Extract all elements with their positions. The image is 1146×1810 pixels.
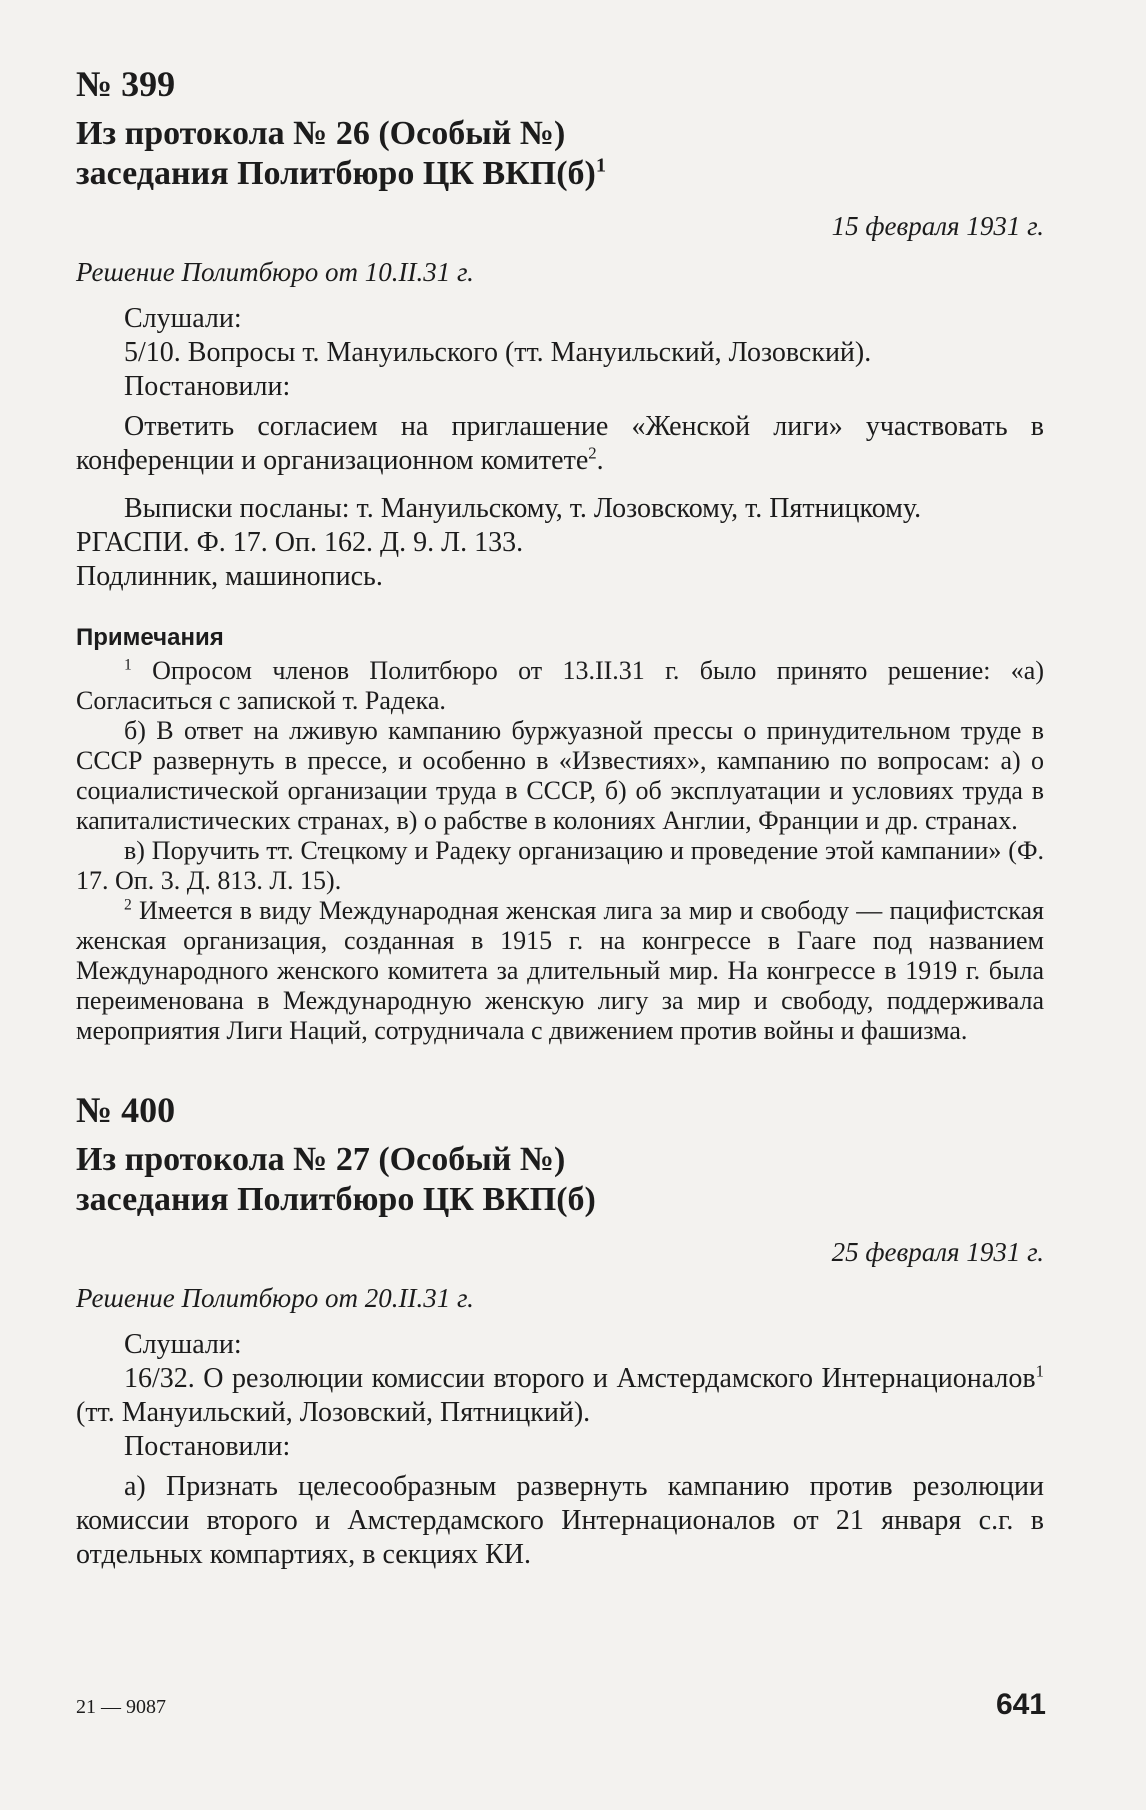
document-number: № 399 (76, 64, 176, 104)
note-1-c: в) Поручить тт. Стецкому и Радеку организацию и проведение этой кампании» (Ф. 17. Оп. 3. Д. 813. Л. 15). (76, 836, 1044, 895)
heard-text (76, 1362, 1044, 1430)
heard-text-a: 16/32. О резолюции комиссии второго и Амстердамского Интернационалов (124, 1363, 1036, 1394)
resolved-text-end: . (596, 445, 604, 476)
page-number: 641 (995, 1688, 1046, 1721)
decision-line: Решение Политбюро от 10.II.31 г. (76, 257, 474, 287)
heard-text-b: (тт. Мануильский, Лозовский, Пятницкий). (76, 1397, 591, 1428)
document-title (76, 1140, 1044, 1220)
resolved-text-body: Ответить согласием на приглашение «Женской лиги» участвовать в конференции и организационном комитете (76, 411, 1044, 476)
document-date: 25 февраля 1931 г. (831, 1237, 1044, 1267)
note-1 (76, 656, 1044, 716)
heard-label: Слушали: (124, 1329, 242, 1360)
printer-signature: 21 — 9087 (76, 1696, 166, 1718)
resolved-label: Постановили: (124, 1431, 291, 1462)
title-line-1: Из протокола № 26 (Особый №) (76, 115, 566, 152)
title-line-2: заседания Политбюро ЦК ВКП(б) (76, 1181, 596, 1218)
title-line-2-text: заседания Политбюро ЦК ВКП(б) (76, 155, 596, 192)
document-399 (76, 64, 1044, 1046)
title-line-1: Из протокола № 27 (Особый №) (76, 1141, 566, 1178)
notes-heading: Примечания (76, 624, 224, 651)
note-1-b: б) В ответ на лживую кампанию буржуазной прессы о принудительном труде в СССР развернуть в прессе, и особенно в «Известиях», кампанию по вопросам: а) о социалистической организации труда в СССР, б) об эксплуатации и условиях труда в капиталистических странах, в) о рабстве в колониях Англии, Франции и др. странах. (76, 716, 1044, 835)
note-2-text: Имеется в виду Международная женская лига за мир и свободу — пацифистская женская организация, созданная в 1915 г. на конгрессе в Гааге под названием Международного женского комитета за длительный мир. На конгрессе в 1919 г. была переименована в Международную женскую лигу за мир и свободу, поддерживала мероприятия Лиги Наций, сотрудничала с движением против войны и фашизма. (76, 896, 1044, 1045)
page-content (76, 64, 1044, 1572)
note-1-marker: 1 (124, 656, 132, 674)
title-line-2 (76, 154, 1044, 194)
note-2 (76, 896, 1044, 1046)
resolved-label: Постановили: (124, 371, 291, 402)
note-1-text: Опросом членов Политбюро от 13.II.31 г. было принято решение: «а) Согласиться с запиской т. Радека. (76, 656, 1044, 715)
original-note: Подлинник, машинопись. (76, 561, 383, 592)
heard-text: 5/10. Вопросы т. Мануильского (тт. Мануильский, Лозовский). (124, 337, 872, 368)
document-date: 15 февраля 1931 г. (831, 211, 1044, 241)
heard-label: Слушали: (124, 303, 242, 334)
archive-reference: РГАСПИ. Ф. 17. Оп. 162. Д. 9. Л. 133. (76, 527, 524, 558)
note-2-marker: 2 (124, 896, 132, 914)
resolved-text (76, 410, 1044, 478)
extracts-text: Выписки посланы: т. Мануильскому, т. Лозовскому, т. Пятницкому. (124, 493, 922, 524)
resolved-text: а) Признать целесообразным развернуть кампанию против резолюции комиссии второго и Амстердамского Интернационалов от 21 января с.г. в отдельных компартиях, в секциях КИ. (76, 1471, 1044, 1570)
footnote-ref-1: 1 (595, 154, 607, 177)
document-400 (76, 1090, 1044, 1572)
decision-line: Решение Политбюро от 20.II.31 г. (76, 1283, 474, 1313)
document-number: № 400 (76, 1090, 176, 1130)
document-title (76, 114, 1044, 194)
footnote-ref-1: 1 (1035, 1361, 1044, 1381)
footnote-ref-2: 2 (588, 443, 597, 463)
